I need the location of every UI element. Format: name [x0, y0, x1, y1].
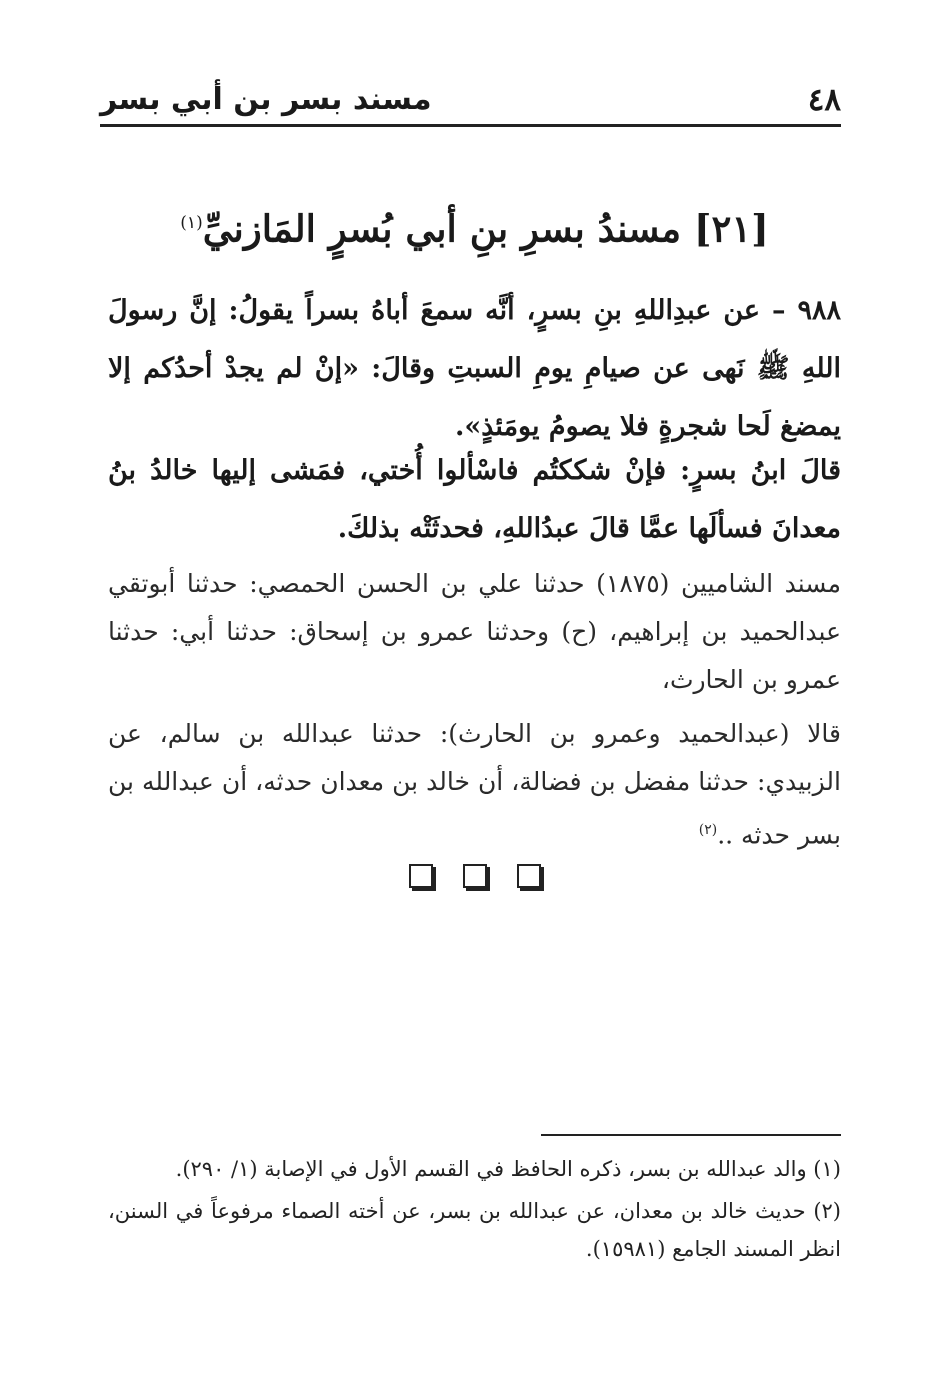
footnote-1: (١) والد عبدالله بن بسر، ذكره الحافظ في القسم الأول في الإصابة (١/ ٢٩٠).: [175, 1157, 841, 1181]
running-title: مسند بسر بن أبي بسر: [100, 82, 432, 117]
section-title-text: [٢١] مسندُ بسرِ بنِ أبي بُسرٍ المَازنيِّ: [202, 206, 769, 251]
footnote-ref-2: (٢): [698, 822, 718, 838]
section-end-ornament: [0, 862, 949, 892]
square-ornament-icon: [409, 864, 433, 888]
page-number: ٤٨: [807, 82, 841, 118]
square-ornament-icon: [517, 864, 541, 888]
source-paragraph-1: مسند الشاميين (١٨٧٥) حدثنا علي بن الحسن الحمصي: حدثنا أبوتقي عبدالحميد بن إبراهيم، (ح) وحدثنا عمرو بن إسحاق: حدثنا أبي: حدثنا عمرو بن الحارث،: [108, 569, 841, 694]
footnote-ref-1: (١): [180, 213, 203, 233]
source-paragraph-2: [108, 710, 841, 859]
square-ornament-icon: [463, 864, 487, 888]
hadith-paragraph: ٩٨٨ – عن عبدِاللهِ بنِ بسرٍ، أنَّه سمعَ أباهُ بسراً يقولُ: إنَّ رسولَ اللهِ ﷺ نَهى عن صيامِ يومِ السبتِ وقالَ: «إنْ لم يجدْ أحدُكم إلا يمضغ لَحا شجرةٍ فلا يصومُ يومَئذٍ».: [108, 295, 841, 442]
footnote-2: (٢) حديث خالد بن معدان، عن عبدالله بن بسر، عن أخته الصماء مرفوعاً في السنن، انظر المسند الجامع (١٥٩٨١).: [108, 1199, 841, 1261]
ibn-busr-paragraph: قالَ ابنُ بسرٍ: فإنْ شككتُم فاسْألوا أُختي، فمَشى إليها خالدُ بنُ معدانَ فسألَها عمَّا قالَ عبدُاللهِ، فحدثَتْه بذلكَ.: [108, 455, 841, 544]
section-title: [100, 198, 849, 253]
footnote-divider: [541, 1134, 841, 1136]
source-paragraph-2-text: قالا (عبدالحميد وعمرو بن الحارث): حدثنا عبدالله بن سالم، عن الزبيدي: حدثنا مفضل بن فضالة، أن خالد بن معدان حدثه، أن عبدالله بن بسر حدثه ..: [108, 719, 841, 850]
running-header: [100, 72, 841, 127]
